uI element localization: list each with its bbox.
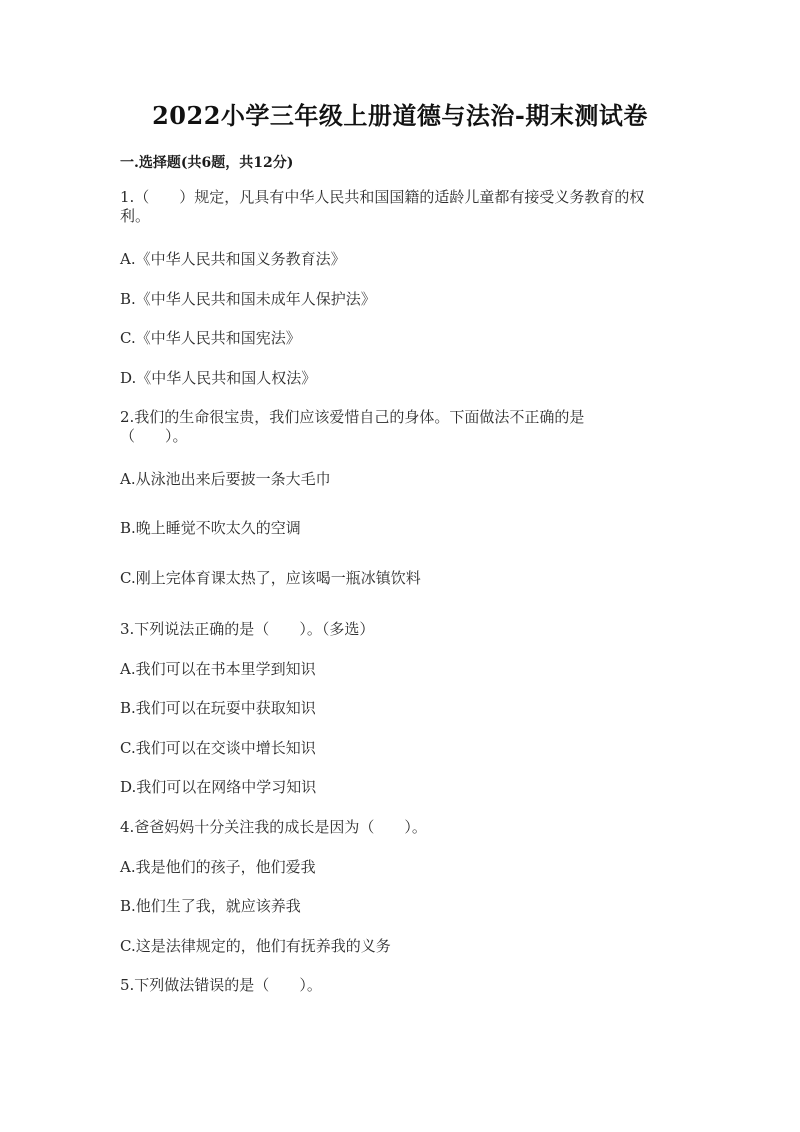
question-3-stem: 3.下列说法正确的是（ ）。（多选）	[120, 620, 375, 638]
question-2-option-b: B.晚上睡觉不吹太久的空调	[120, 519, 301, 537]
question-4-option-a: A.我是他们的孩子，他们爱我	[120, 858, 316, 876]
question-2-option-a: A.从泳池出来后要披一条大毛巾	[120, 470, 331, 488]
question-2-stem	[120, 408, 690, 446]
question-1-stem	[120, 188, 690, 226]
question-4-option-c: C.这是法律规定的，他们有抚养我的义务	[120, 937, 391, 955]
question-3-option-c: C.我们可以在交谈中增长知识	[120, 739, 316, 757]
question-2-stem-line1: 2.我们的生命很宝贵，我们应该爱惜自己的身体。下面做法不正确的是	[120, 408, 585, 426]
question-1-option-a: A.《中华人民共和国义务教育法》	[120, 250, 346, 268]
question-4-option-b: B.他们生了我，就应该养我	[120, 897, 301, 915]
question-1-option-d: D.《中华人民共和国人权法》	[120, 369, 317, 387]
question-1-stem-line2: 利。	[120, 207, 151, 225]
question-3-option-d: D.我们可以在网络中学习知识	[120, 778, 317, 796]
question-1-option-c: C.《中华人民共和国宪法》	[120, 329, 301, 347]
question-5-stem: 5.下列做法错误的是（ ）。	[120, 976, 322, 994]
question-3-option-b: B.我们可以在玩耍中获取知识	[120, 699, 316, 717]
question-3-option-a: A.我们可以在书本里学到知识	[120, 660, 316, 678]
page-title: 2022小学三年级上册道德与法治-期末测试卷	[152, 101, 648, 130]
question-1-stem-line1: 1.（ ）规定，凡具有中华人民共和国国籍的适龄儿童都有接受义务教育的权	[120, 188, 645, 206]
question-2-option-c: C.刚上完体育课太热了，应该喝一瓶冰镇饮料	[120, 569, 421, 587]
question-2-stem-line2: （ ）。	[120, 427, 188, 445]
question-4-stem: 4.爸爸妈妈十分关注我的成长是因为（ ）。	[120, 818, 427, 836]
section-heading: 一.选择题(共6题，共12分)	[120, 155, 294, 171]
question-1-option-b: B.《中华人民共和国未成年人保护法》	[120, 290, 376, 308]
